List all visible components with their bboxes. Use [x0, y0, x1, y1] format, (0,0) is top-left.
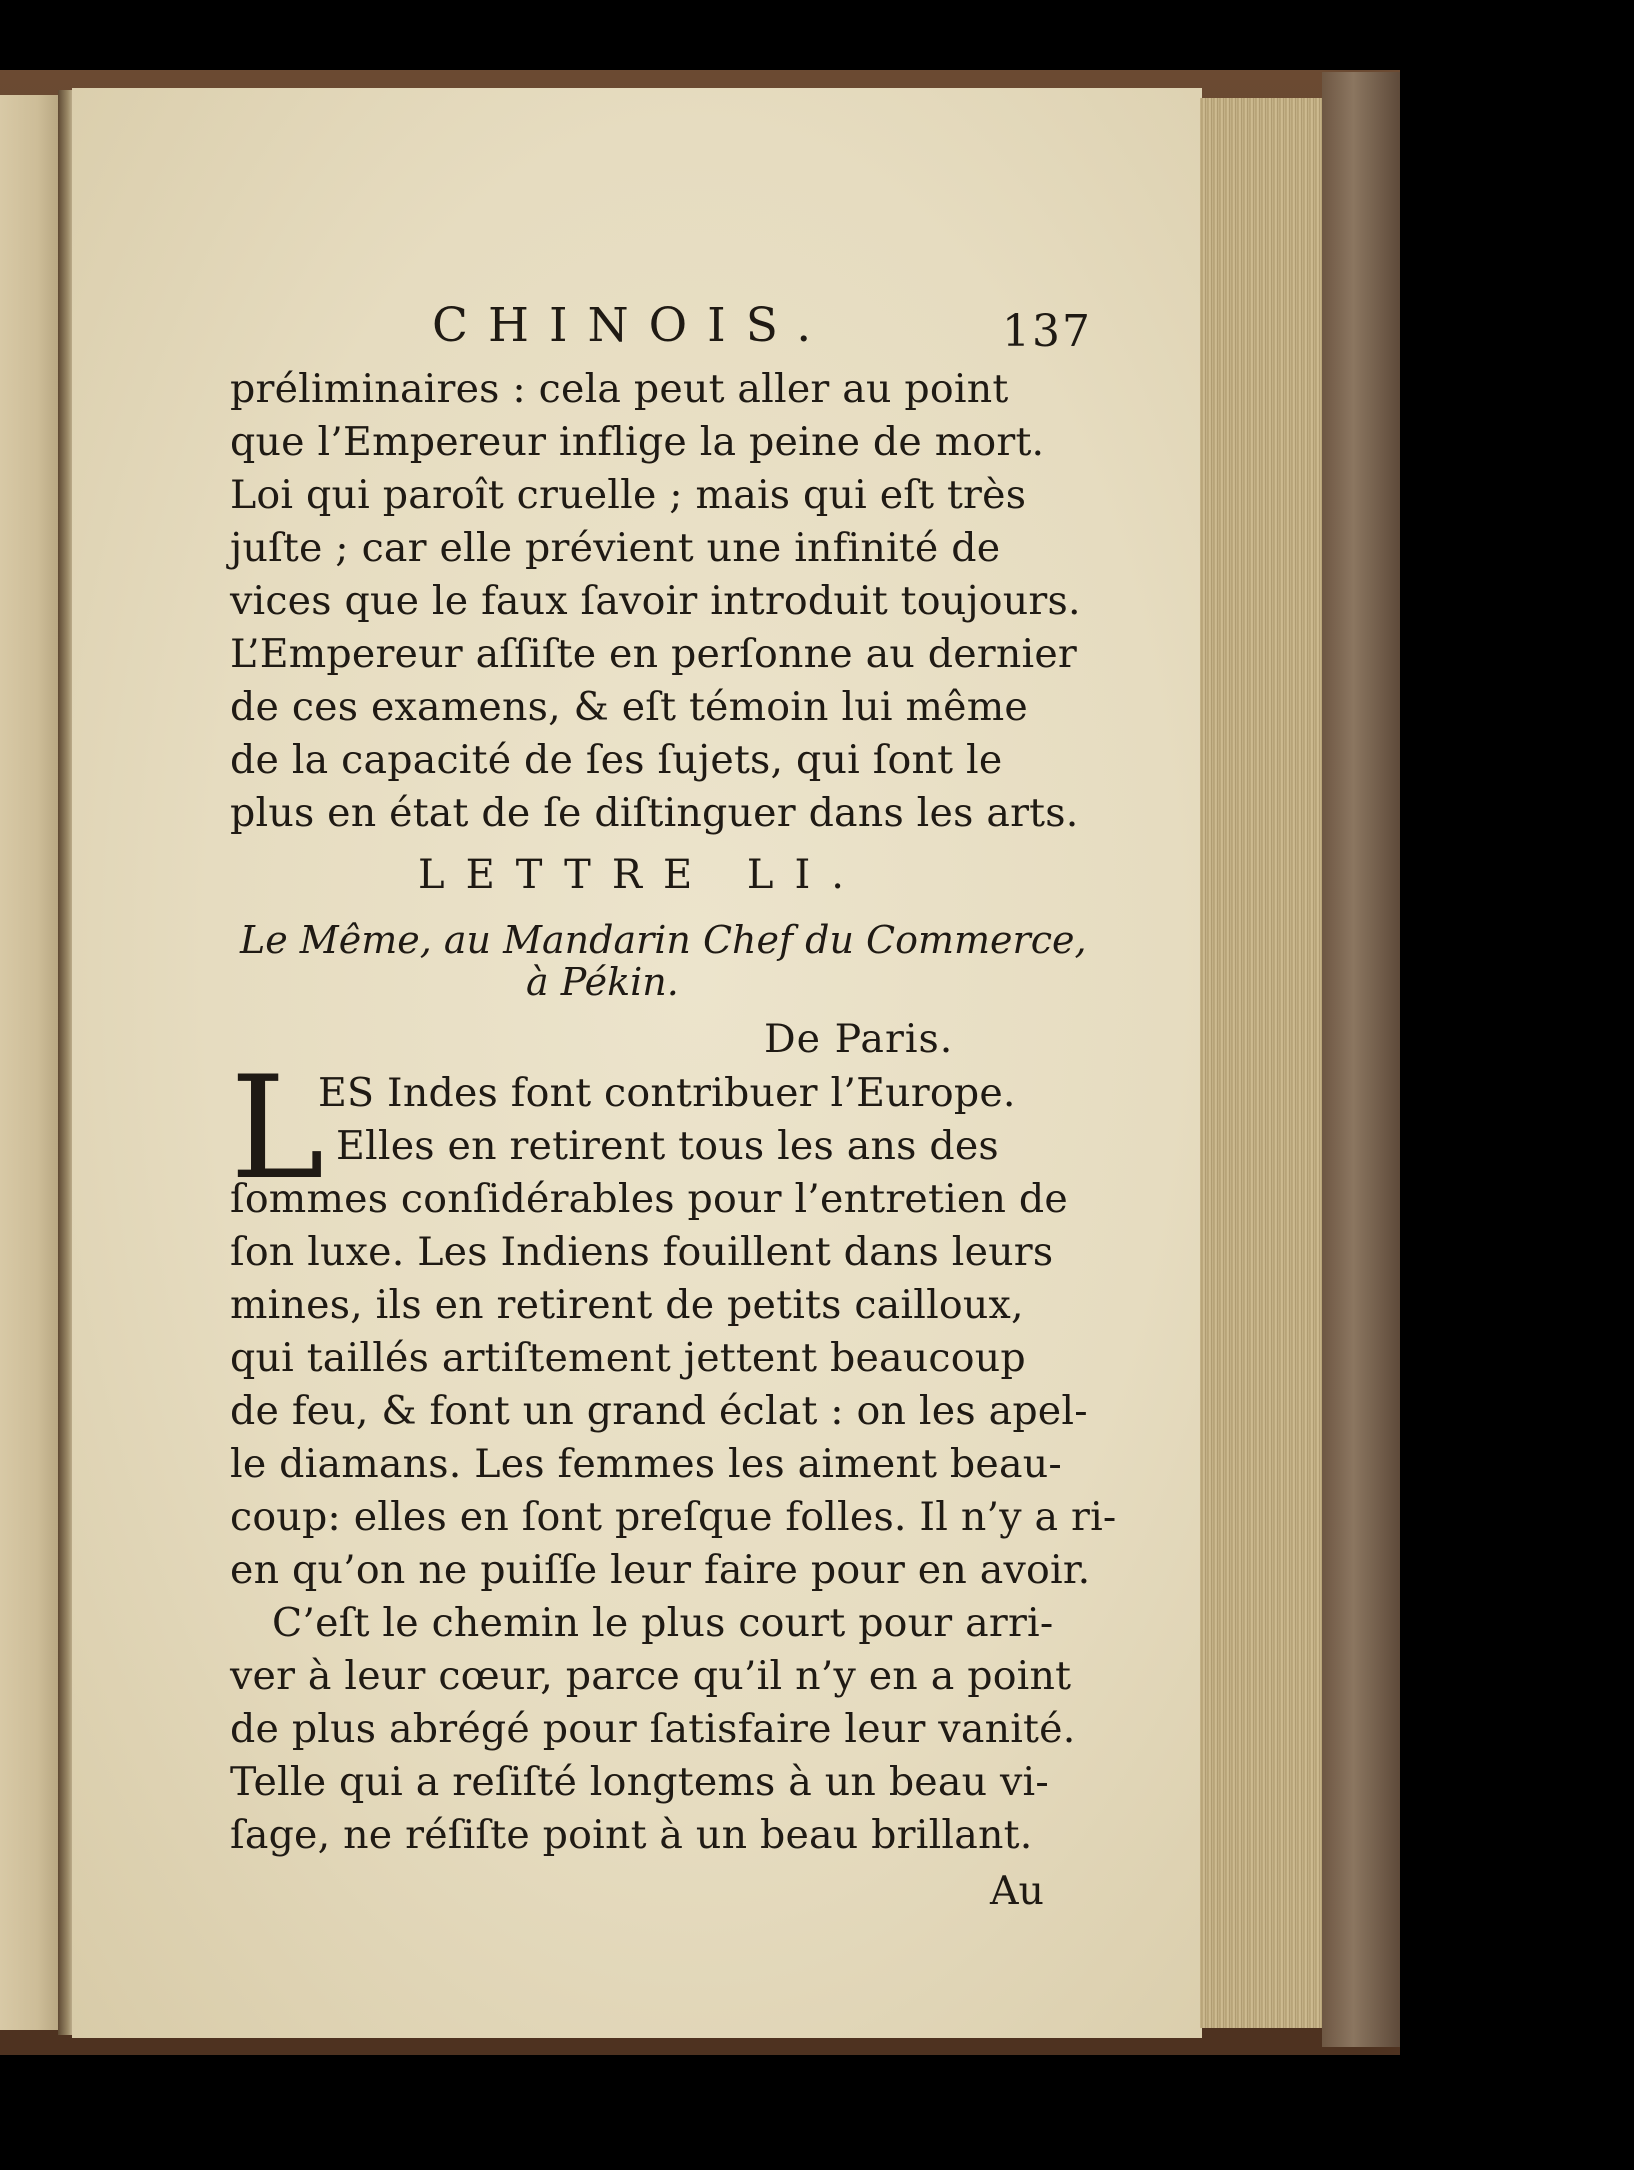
text-line: qui taillés artiſtement jettent beaucoup	[230, 1335, 1026, 1381]
text-line: préliminaires : cela peut aller au point	[230, 366, 1009, 412]
text-line: mines, ils en retirent de petits cailloux,	[230, 1282, 1024, 1328]
catchword: Au	[990, 1868, 1044, 1914]
text-line: ver à leur cœur, parce qu’il n’y en a point	[230, 1653, 1072, 1699]
text-line: ſon luxe. Les Indiens fouillent dans leurs	[230, 1229, 1054, 1275]
text-line: de plus abrégé pour ſatisfaire leur vanité.	[230, 1706, 1076, 1752]
drop-cap-initial: L	[230, 1046, 325, 1211]
left-page-edge	[0, 95, 62, 2030]
letter-subtitle-place: à Pékin.	[526, 960, 679, 1004]
dateline: De Paris.	[764, 1016, 954, 1062]
text-line: coup: elles en ſont preſque folles. Il n’y a ri-	[230, 1494, 1117, 1540]
text-line: L’Empereur aſſiſte en perſonne au dernier	[230, 631, 1077, 677]
text-line: Telle qui a reſiſté longtems à un beau vi-	[230, 1759, 1049, 1805]
text-line: de la capacité de ſes ſujets, qui ſont le	[230, 737, 1003, 783]
text-line: le diamans. Les femmes les aiment beau-	[230, 1441, 1062, 1487]
page-fore-edge	[1200, 98, 1325, 2028]
text-line: de feu, & font un grand éclat : on les apel-	[230, 1388, 1088, 1434]
page-number: 137	[1002, 306, 1092, 357]
running-head-title: CHINOIS.	[432, 298, 832, 353]
text-line: C’eſt le chemin le plus court pour arri-	[272, 1600, 1054, 1646]
text-line: Loi qui paroît cruelle ; mais qui eſt très	[230, 472, 1027, 518]
text-line: Elles en retirent tous les ans des	[336, 1123, 999, 1169]
text-line: de ces examens, & eſt témoin lui même	[230, 684, 1028, 730]
text-line: que l’Empereur inflige la peine de mort.	[230, 419, 1045, 465]
letter-heading: LETTRE LI.	[418, 852, 865, 898]
text-line: ES Indes font contribuer l’Europe.	[318, 1070, 1016, 1116]
cover-board-edge	[1322, 72, 1400, 2047]
text-line: en qu’on ne puiſſe leur faire pour en avoir.	[230, 1547, 1091, 1593]
text-line: ſommes conſidérables pour l’entretien de	[230, 1176, 1068, 1222]
text-line: plus en état de ſe diſtinguer dans les arts.	[230, 790, 1079, 836]
text-line: vices que le faux ſavoir introduit toujours.	[230, 578, 1081, 624]
letter-subtitle: Le Même, au Mandarin Chef du Commerce,	[240, 918, 1087, 962]
text-line: ſage, ne réſiſte point à un beau brillant.	[230, 1812, 1033, 1858]
text-line: juſte ; car elle prévient une infinité de	[230, 525, 1001, 571]
